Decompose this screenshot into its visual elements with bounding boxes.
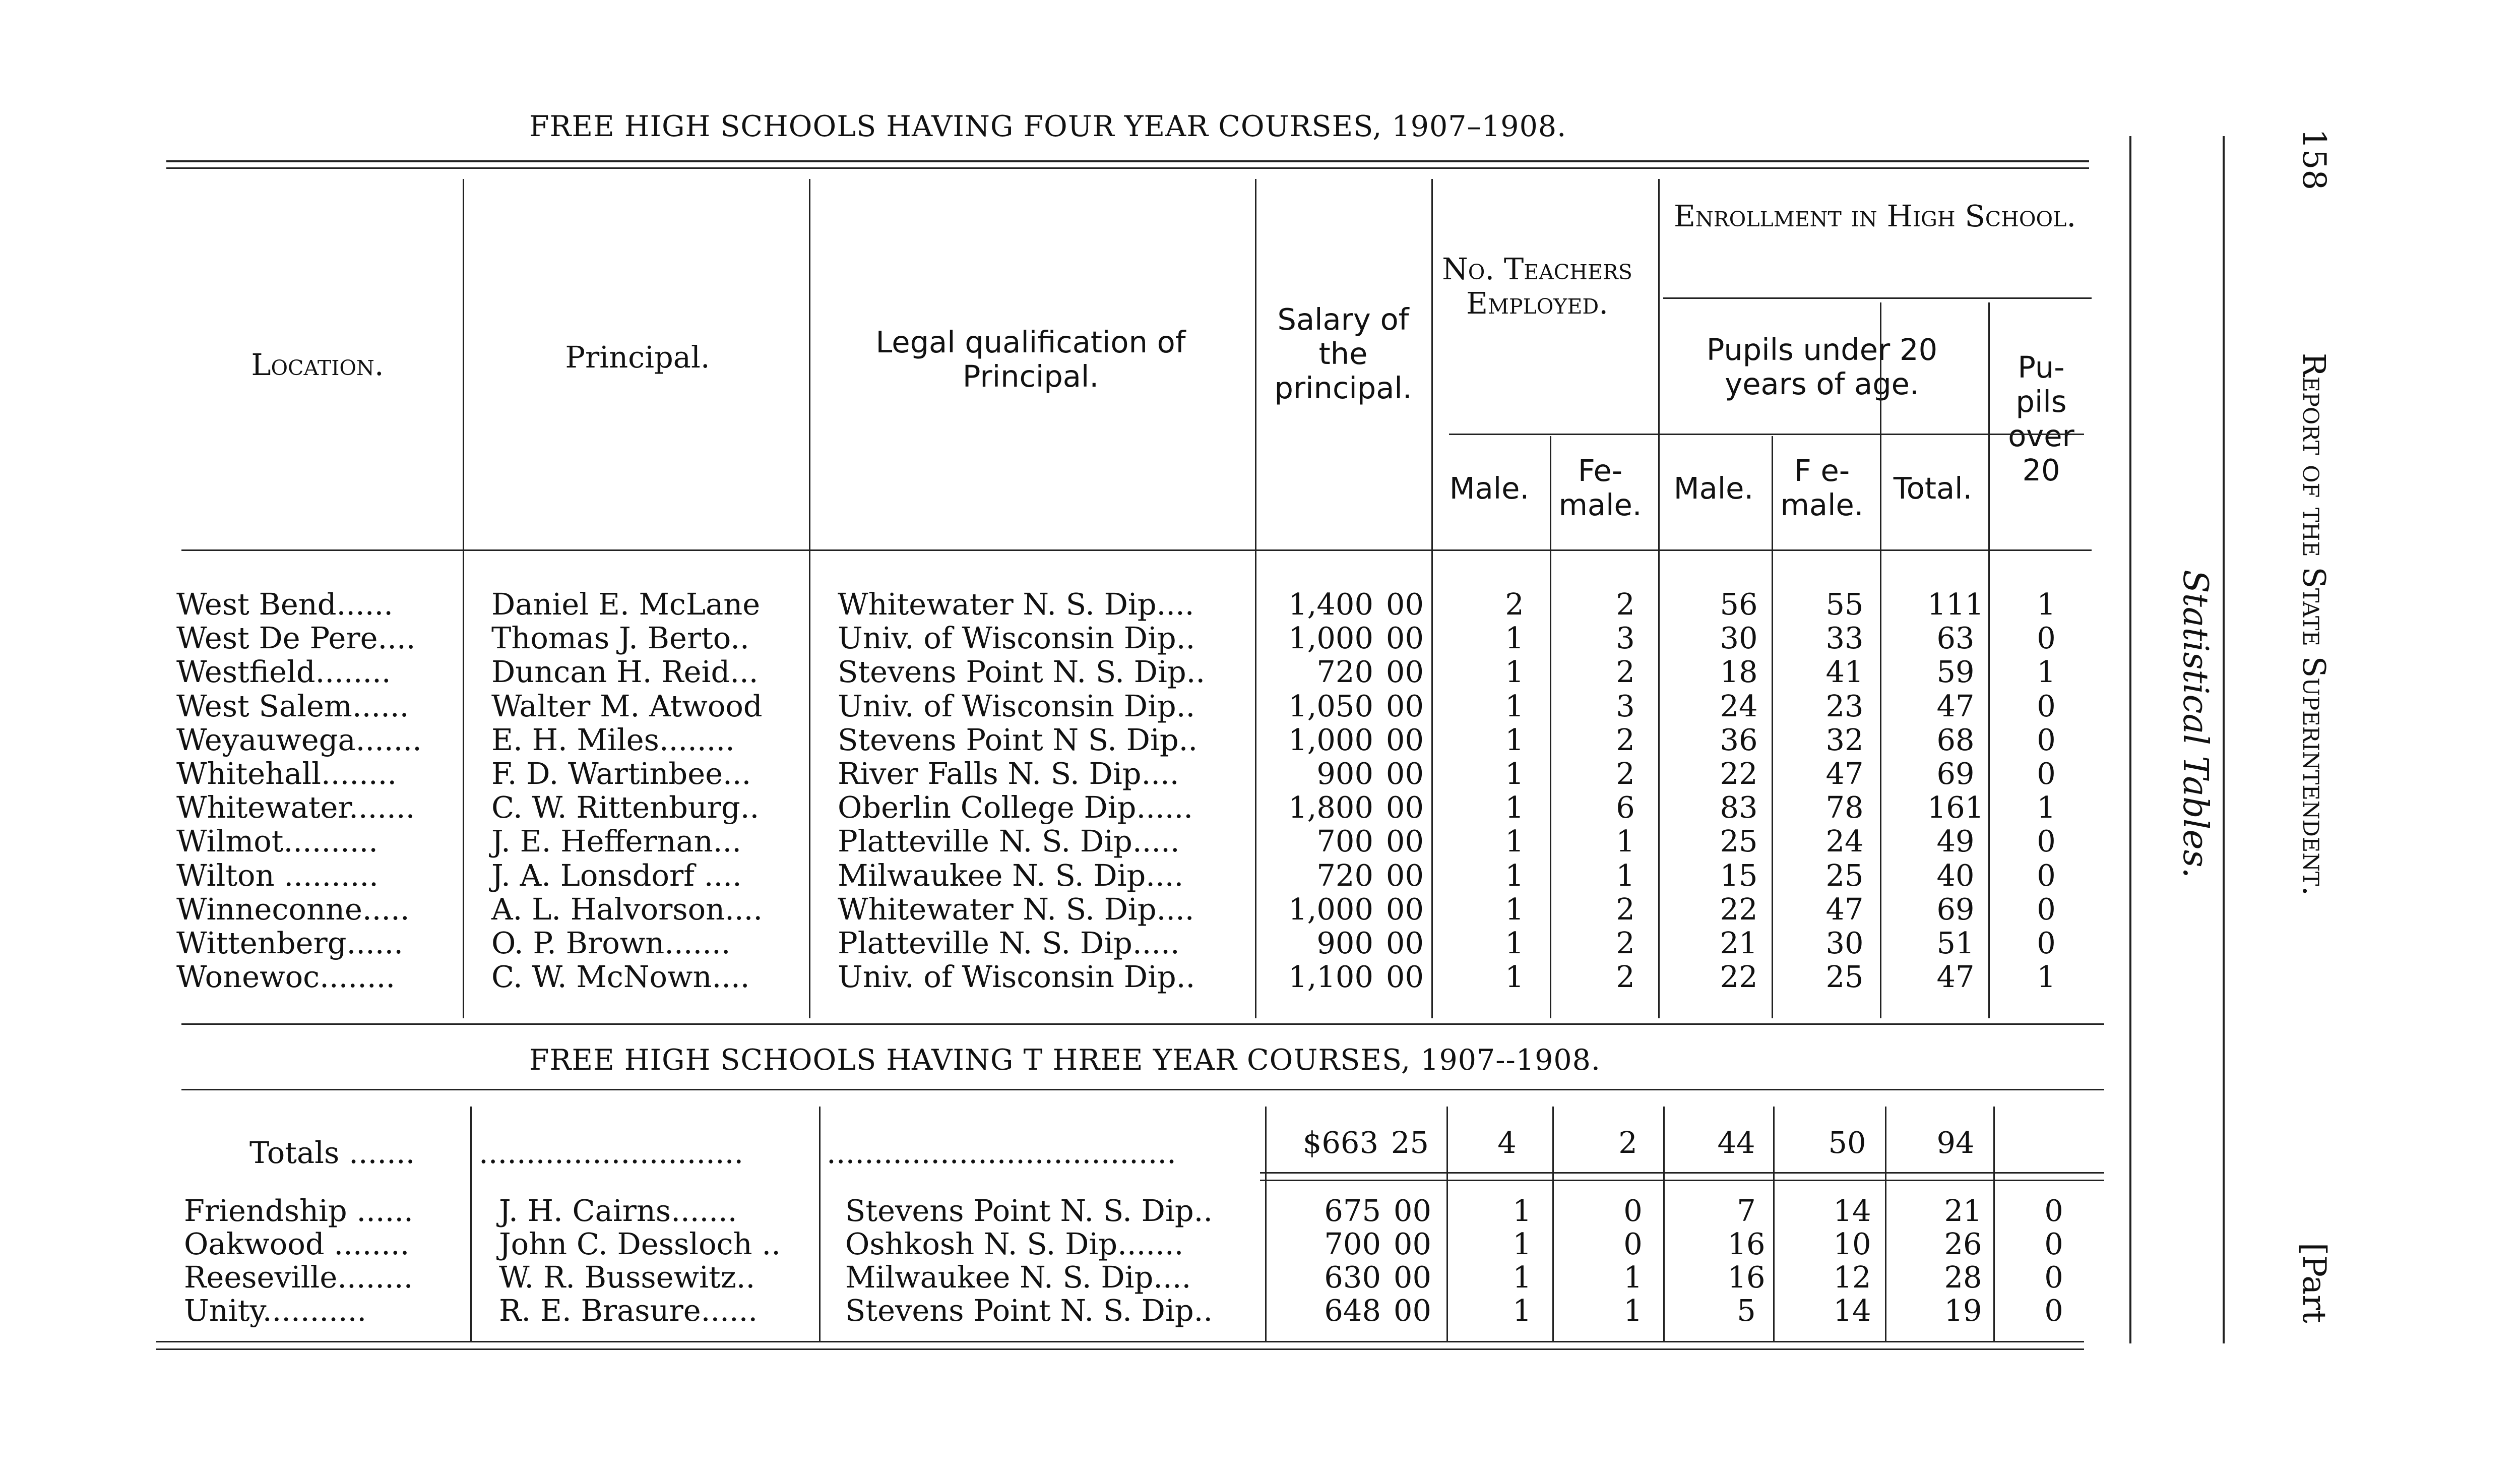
cell-teacher-female: 2 — [1616, 654, 1635, 690]
cell-over20: 1 — [2037, 654, 2056, 690]
cell-pupil-male: 22 — [1720, 756, 1758, 791]
cell-principal: C. W. Rittenburg.. — [491, 790, 760, 825]
cell-teacher-female: 2 — [1616, 926, 1635, 960]
cell-pupil-male: 15 — [1720, 857, 1758, 893]
cell-over20: 1 — [2037, 790, 2056, 825]
totals-rule-double — [1260, 1180, 2104, 1181]
cell-salary: 900 — [1316, 756, 1373, 791]
enrollment-rule — [1663, 297, 2092, 299]
cell-pupil-male: 56 — [1720, 587, 1758, 622]
cell-total: 47 — [1936, 959, 1975, 995]
cell-teacher-female: 1 — [1616, 824, 1635, 859]
cell-salary: 648 — [1324, 1293, 1381, 1328]
cell-teacher-male: 1 — [1505, 959, 1524, 995]
cell-total: 49 — [1936, 824, 1975, 859]
cell-principal: Walter M. Atwood — [491, 688, 763, 723]
cell-qualification: Univ. of Wisconsin Dip.. — [838, 621, 1195, 656]
header-bottom-rule — [181, 549, 2092, 551]
cell-qualification: Stevens Point N. S. Dip.. — [845, 1193, 1213, 1228]
cell-salary: 1,050 — [1288, 688, 1373, 723]
running-head: Report of the State Superintendent. — [2296, 353, 2333, 896]
header-over20: Pu- pils over 20 — [2008, 350, 2074, 487]
cell-pupil-female: 25 — [1825, 959, 1864, 995]
cell-pupil-female: 25 — [1825, 857, 1864, 893]
cell-pupil-male: 83 — [1720, 790, 1758, 825]
header-qualification: Legal qualification of Principal. — [875, 325, 1186, 394]
cell-salary-cents: 00 — [1385, 722, 1424, 757]
margin-rule — [2129, 136, 2131, 1343]
cell-pupil-female: 23 — [1825, 688, 1864, 723]
table-row — [0, 892, 2117, 926]
cell-location: Winneconne..... — [176, 891, 410, 927]
cell-location: West Salem...... — [176, 688, 409, 723]
cell-total: 47 — [1936, 688, 1975, 723]
totals-teacher-female: 2 — [1618, 1125, 1637, 1160]
cell-teacher-male: 1 — [1505, 824, 1524, 859]
cell-pupil-male: 25 — [1720, 824, 1758, 859]
header-location: Location. — [251, 347, 384, 382]
cell-over20: 1 — [2037, 587, 2056, 622]
cell-pupil-male: 5 — [1737, 1293, 1756, 1328]
totals-pupil-male: 44 — [1717, 1125, 1755, 1160]
cell-pupil-female: 41 — [1825, 654, 1864, 690]
totals-principal-leader: ............................ — [479, 1135, 744, 1170]
cell-salary-cents: 00 — [1385, 654, 1424, 690]
totals-salary: $663 — [1302, 1125, 1378, 1160]
cell-over20: 0 — [2037, 756, 2056, 791]
running-part: [Part — [2295, 1243, 2333, 1323]
cell-principal: John C. Dessloch .. — [499, 1226, 781, 1261]
cell-total: 19 — [1944, 1293, 1982, 1328]
cell-qualification: Whitewater N. S. Dip.... — [838, 587, 1194, 622]
cell-salary: 700 — [1316, 824, 1373, 859]
cell-principal: J. E. Heffernan... — [491, 824, 741, 859]
cell-location: Wonewoc........ — [176, 959, 396, 995]
cell-qualification: Univ. of Wisconsin Dip.. — [838, 959, 1195, 995]
cell-principal: O. P. Brown....... — [491, 926, 731, 960]
cell-total: 21 — [1944, 1193, 1982, 1228]
totals-teacher-male: 4 — [1497, 1125, 1517, 1160]
cell-teacher-female: 2 — [1616, 722, 1635, 757]
cell-pupil-male: 22 — [1720, 891, 1758, 927]
table-row — [0, 655, 2117, 689]
cell-over20: 0 — [2037, 891, 2056, 927]
cell-total: 69 — [1936, 891, 1975, 927]
cell-principal: E. H. Miles........ — [491, 722, 735, 757]
cell-pupil-male: 22 — [1720, 959, 1758, 995]
cell-pupil-male: 18 — [1720, 654, 1758, 690]
table-row — [0, 723, 2117, 757]
cell-teacher-female: 2 — [1616, 959, 1635, 995]
cell-over20: 0 — [2037, 926, 2056, 960]
cell-teacher-male: 1 — [1505, 688, 1524, 723]
cell-teacher-male: 1 — [1505, 654, 1524, 690]
cell-qualification: Stevens Point N. S. Dip.. — [845, 1293, 1213, 1328]
cell-salary: 1,000 — [1288, 891, 1373, 927]
table-row — [0, 790, 2117, 824]
table1-bottom-rule — [181, 1023, 2104, 1025]
cell-total: 28 — [1944, 1260, 1982, 1295]
cell-total: 111 — [1927, 587, 1984, 622]
table2-top-rule — [181, 1089, 2104, 1090]
cell-principal: J. A. Lonsdorf .... — [491, 857, 742, 893]
header-pupil-male: Male. — [1673, 471, 1754, 506]
cell-qualification: Platteville N. S. Dip..... — [838, 926, 1180, 960]
totals-qualification-leader: ..................................... — [827, 1135, 1176, 1170]
table-row — [0, 757, 2117, 790]
cell-salary-cents: 00 — [1385, 857, 1424, 893]
cell-location: Weyauwega....... — [176, 722, 422, 757]
header-principal: Principal. — [565, 340, 710, 375]
table-row — [0, 1227, 2117, 1261]
cell-salary: 1,400 — [1288, 587, 1373, 622]
cell-teacher-male: 1 — [1513, 1226, 1532, 1261]
header-enrollment: Enrollment in High School. — [1673, 199, 2076, 233]
table-row — [0, 1260, 2117, 1294]
cell-teacher-male: 1 — [1513, 1293, 1532, 1328]
cell-qualification: Milwaukee N. S. Dip.... — [845, 1260, 1191, 1295]
section-title: Statistical Tables. — [2175, 570, 2215, 879]
cell-salary-cents: 00 — [1385, 790, 1424, 825]
table2-title: FREE HIGH SCHOOLS HAVING T HREE YEAR COURSES, 1907--1908. — [529, 1044, 1601, 1077]
header-pupil-female: F e- male. — [1780, 453, 1864, 522]
cell-salary: 720 — [1316, 857, 1373, 893]
cell-location: Oakwood ........ — [184, 1226, 410, 1261]
cell-salary: 1,100 — [1288, 959, 1373, 995]
cell-salary-cents: 00 — [1385, 756, 1424, 791]
cell-salary: 900 — [1316, 926, 1373, 960]
cell-pupil-female: 12 — [1833, 1260, 1871, 1295]
cell-pupil-female: 24 — [1825, 824, 1864, 859]
cell-over20: 0 — [2037, 824, 2056, 859]
cell-pupil-female: 14 — [1833, 1193, 1871, 1228]
cell-teacher-female: 2 — [1616, 756, 1635, 791]
cell-salary-cents: 00 — [1385, 621, 1424, 656]
cell-over20: 0 — [2037, 688, 2056, 723]
cell-over20: 1 — [2037, 959, 2056, 995]
cell-qualification: Oberlin College Dip...... — [838, 790, 1193, 825]
bottom-rule-double — [156, 1348, 2084, 1350]
totals-label: Totals ....... — [249, 1135, 415, 1170]
cell-principal: C. W. McNown.... — [491, 959, 750, 995]
cell-teacher-female: 2 — [1616, 891, 1635, 927]
cell-salary: 1,800 — [1288, 790, 1373, 825]
cell-principal: Thomas J. Berto.. — [491, 621, 749, 656]
cell-teacher-female: 0 — [1623, 1226, 1643, 1261]
cell-teacher-female: 0 — [1623, 1193, 1643, 1228]
cell-teacher-male: 1 — [1505, 756, 1524, 791]
totals-rule — [1260, 1172, 2104, 1174]
header-under20: Pupils under 20 years of age. — [1706, 332, 1938, 401]
cell-pupil-male: 7 — [1737, 1193, 1756, 1228]
cell-pupil-female: 33 — [1825, 621, 1864, 656]
cell-total: 63 — [1936, 621, 1975, 656]
cell-principal: R. E. Brasure...... — [499, 1293, 758, 1328]
cell-salary-cents: 00 — [1385, 587, 1424, 622]
cell-over20: 0 — [2044, 1260, 2063, 1295]
cell-pupil-male: 21 — [1720, 926, 1758, 960]
cell-qualification: River Falls N. S. Dip.... — [838, 756, 1179, 791]
cell-total: 69 — [1936, 756, 1975, 791]
cell-qualification: Univ. of Wisconsin Dip.. — [838, 688, 1195, 723]
cell-pupil-male: 16 — [1727, 1260, 1766, 1295]
cell-pupil-male: 16 — [1727, 1226, 1766, 1261]
cell-total: 40 — [1936, 857, 1975, 893]
header-salary: Salary of the principal. — [1274, 302, 1412, 405]
cell-teacher-male: 1 — [1505, 857, 1524, 893]
cell-qualification: Stevens Point N S. Dip.. — [838, 722, 1198, 757]
cell-location: Wittenberg...... — [176, 926, 403, 960]
cell-salary: 720 — [1316, 654, 1373, 690]
cell-pupil-male: 24 — [1720, 688, 1758, 723]
cell-pupil-female: 55 — [1825, 587, 1864, 622]
totals-salary-cents: 25 — [1391, 1125, 1429, 1160]
header-teachers: No. Teachers Employed. — [1442, 252, 1632, 321]
cell-salary: 700 — [1324, 1226, 1381, 1261]
cell-location: West De Pere.... — [176, 621, 416, 656]
cell-qualification: Platteville N. S. Dip..... — [838, 824, 1180, 859]
title-rule-double — [166, 167, 2089, 169]
cell-salary-cents: 00 — [1385, 891, 1424, 927]
cell-salary-cents: 00 — [1385, 824, 1424, 859]
cell-location: Westfield........ — [176, 654, 391, 690]
cell-qualification: Whitewater N. S. Dip.... — [838, 891, 1194, 927]
cell-location: Reeseville........ — [184, 1260, 413, 1295]
cell-teacher-male: 1 — [1505, 926, 1524, 960]
cell-over20: 0 — [2044, 1226, 2063, 1261]
cell-total: 161 — [1927, 790, 1984, 825]
cell-principal: W. R. Bussewitz.. — [499, 1260, 755, 1295]
cell-location: Wilmot.......... — [176, 824, 379, 859]
cell-location: Wilton .......... — [176, 857, 379, 893]
cell-location: West Bend...... — [176, 587, 394, 622]
cell-pupil-female: 14 — [1833, 1293, 1871, 1328]
cell-location: Friendship ...... — [184, 1193, 413, 1228]
title-rule — [166, 160, 2089, 162]
cell-pupil-female: 32 — [1825, 722, 1864, 757]
cell-pupil-female: 47 — [1825, 756, 1864, 791]
cell-qualification: Milwaukee N. S. Dip.... — [838, 857, 1184, 893]
cell-teacher-male: 1 — [1513, 1193, 1532, 1228]
table1-title: FREE HIGH SCHOOLS HAVING FOUR YEAR COURSES, 1907–1908. — [529, 110, 1567, 143]
cell-total: 51 — [1936, 926, 1975, 960]
cell-teacher-male: 2 — [1505, 587, 1524, 622]
cell-location: Whitewater....... — [176, 790, 415, 825]
cell-salary: 1,000 — [1288, 621, 1373, 656]
table-row — [0, 926, 2117, 960]
cell-location: Whitehall........ — [176, 756, 397, 791]
cell-over20: 0 — [2037, 722, 2056, 757]
header-teacher-female: Fe- male. — [1558, 453, 1642, 522]
cell-teacher-female: 1 — [1623, 1260, 1643, 1295]
cell-principal: Daniel E. McLane — [491, 587, 761, 622]
header-teacher-male: Male. — [1449, 471, 1530, 506]
cell-pupil-female: 78 — [1825, 790, 1864, 825]
cell-salary-cents: 00 — [1385, 959, 1424, 995]
table-row — [0, 1194, 2117, 1228]
cell-salary: 1,000 — [1288, 722, 1373, 757]
cell-qualification: Stevens Point N. S. Dip.. — [838, 654, 1206, 690]
cell-pupil-female: 47 — [1825, 891, 1864, 927]
cell-teacher-male: 1 — [1505, 790, 1524, 825]
table-row — [0, 960, 2117, 994]
cell-total: 59 — [1936, 654, 1975, 690]
cell-principal: J. H. Cairns....... — [499, 1193, 737, 1228]
table-row — [0, 587, 2117, 621]
cell-principal: A. L. Halvorson.... — [491, 891, 763, 927]
cell-pupil-male: 30 — [1720, 621, 1758, 656]
cell-over20: 0 — [2044, 1293, 2063, 1328]
table-row — [0, 858, 2117, 892]
cell-pupil-female: 10 — [1833, 1226, 1871, 1261]
cell-teacher-male: 1 — [1505, 722, 1524, 757]
table-row — [0, 621, 2117, 655]
cell-teacher-male: 1 — [1513, 1260, 1532, 1295]
cell-teacher-female: 6 — [1616, 790, 1635, 825]
header-total: Total. — [1893, 471, 1973, 506]
cell-principal: F. D. Wartinbee... — [491, 756, 751, 791]
cell-salary: 630 — [1324, 1260, 1381, 1295]
cell-teacher-female: 3 — [1616, 688, 1635, 723]
totals-pupil-female: 50 — [1828, 1125, 1866, 1160]
cell-teacher-male: 1 — [1505, 891, 1524, 927]
bottom-rule — [156, 1341, 2084, 1342]
totals-total: 94 — [1936, 1125, 1975, 1160]
cell-pupil-female: 30 — [1825, 926, 1864, 960]
cell-over20: 0 — [2037, 857, 2056, 893]
table-row — [0, 689, 2117, 723]
cell-total: 68 — [1936, 722, 1975, 757]
cell-salary-cents: 00 — [1393, 1193, 1431, 1228]
cell-pupil-male: 36 — [1720, 722, 1758, 757]
cell-qualification: Oshkosh N. S. Dip....... — [845, 1226, 1184, 1261]
cell-salary-cents: 00 — [1393, 1260, 1431, 1295]
cell-salary-cents: 00 — [1393, 1293, 1431, 1328]
table-row — [0, 1294, 2117, 1327]
page-number: 158 — [2295, 129, 2333, 191]
cell-salary: 675 — [1324, 1193, 1381, 1228]
cell-over20: 0 — [2037, 621, 2056, 656]
cell-total: 26 — [1944, 1226, 1982, 1261]
cell-teacher-female: 1 — [1616, 857, 1635, 893]
cell-teacher-female: 2 — [1616, 587, 1635, 622]
cell-over20: 0 — [2044, 1193, 2063, 1228]
cell-principal: Duncan H. Reid... — [491, 654, 759, 690]
cell-location: Unity........... — [184, 1293, 367, 1328]
cell-salary-cents: 00 — [1385, 688, 1424, 723]
cell-salary-cents: 00 — [1393, 1226, 1431, 1261]
margin-rule — [2223, 136, 2225, 1343]
cell-teacher-female: 1 — [1623, 1293, 1643, 1328]
cell-teacher-female: 3 — [1616, 621, 1635, 656]
cell-teacher-male: 1 — [1505, 621, 1524, 656]
cell-salary-cents: 00 — [1385, 926, 1424, 960]
table-row — [0, 824, 2117, 858]
